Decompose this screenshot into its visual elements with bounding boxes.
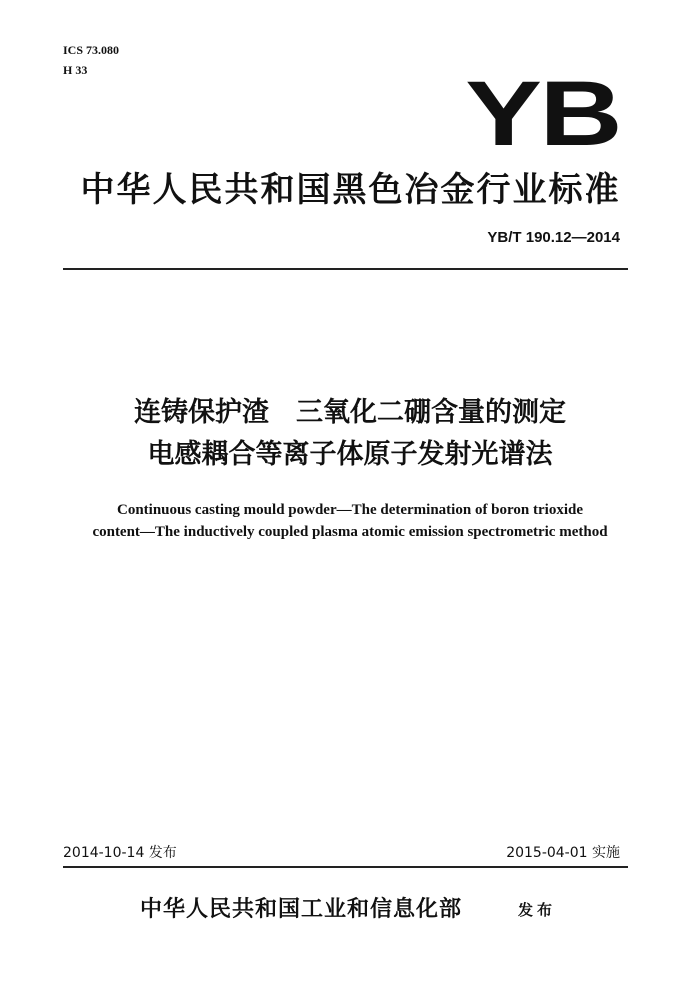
ics-code: ICS 73.080: [63, 43, 120, 57]
top-divider: [63, 268, 628, 270]
issue-date: 2014-10-14 发布: [63, 845, 177, 861]
standard-number: YB/T 190.12—2014: [487, 229, 620, 246]
publisher-name: 中华人民共和国工业和信息化部: [140, 896, 463, 922]
implementation-date: 2015-04-01 实施: [506, 845, 620, 861]
yb-logo: YB: [465, 63, 620, 165]
bottom-divider: [63, 866, 628, 868]
publish-label: 发布: [518, 901, 557, 919]
document-title-cn-line2: 电感耦合等离子体原子发射光谱法: [147, 439, 553, 470]
document-title-en-line2: content—The inductively coupled plasma atomic emission spectrometric method: [92, 524, 608, 540]
document-title-cn-line1: 连铸保护渣 三氧化二硼含量的测定: [134, 397, 566, 428]
standard-title: 中华人民共和国黑色冶金行业标准: [80, 170, 621, 210]
classification-code: H 33: [63, 63, 88, 77]
document-title-en-line1: Continuous casting mould powder—The determination of boron trioxide: [116, 502, 583, 518]
